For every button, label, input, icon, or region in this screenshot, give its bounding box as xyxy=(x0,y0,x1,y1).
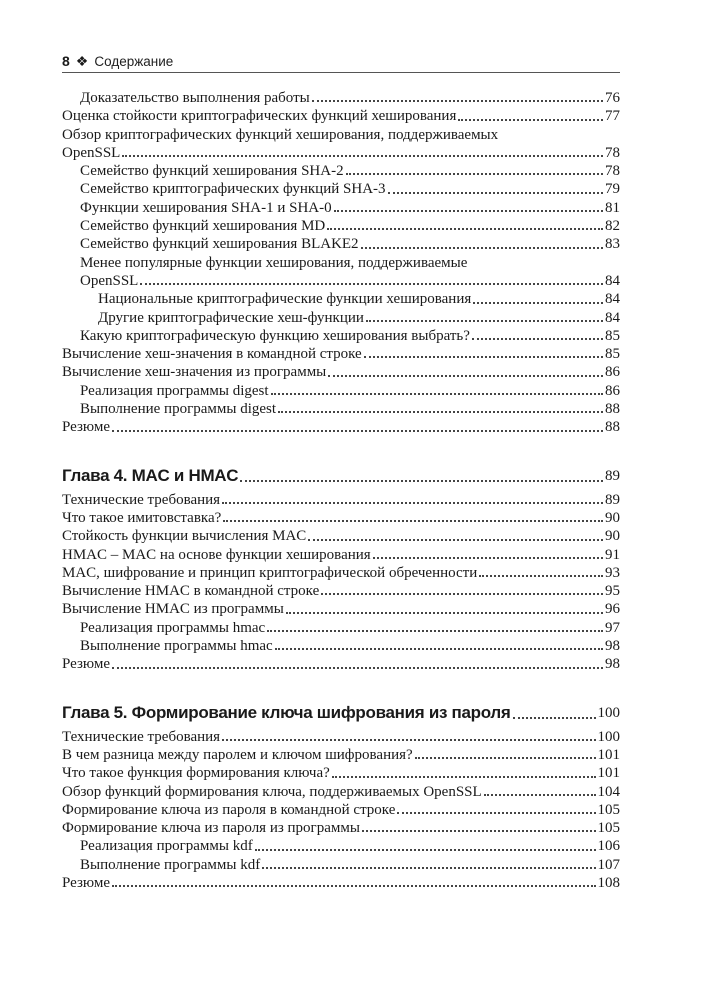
toc-entry-page: 98 xyxy=(605,656,620,673)
spacer xyxy=(62,437,620,465)
dot-leader xyxy=(321,593,603,595)
toc-entry-page: 106 xyxy=(597,838,620,855)
toc-body xyxy=(62,89,620,892)
chapter-heading[interactable] xyxy=(62,702,620,724)
toc-entry-page: 97 xyxy=(605,619,620,636)
dot-leader xyxy=(271,393,603,395)
toc-entry-page: 90 xyxy=(605,509,620,526)
toc-entry-page: 86 xyxy=(605,382,620,399)
toc-entry[interactable] xyxy=(62,199,620,217)
dot-leader xyxy=(332,776,596,778)
toc-entry[interactable] xyxy=(62,801,620,819)
toc-entry-title: Семейство криптографических функций SHA-3 xyxy=(80,181,386,198)
running-header xyxy=(62,50,620,73)
toc-entry-page: 89 xyxy=(605,491,620,508)
chapter-title: Глава 4. MAC и HMAC xyxy=(62,465,239,485)
toc-entry[interactable] xyxy=(62,655,620,673)
dot-leader xyxy=(328,375,603,377)
dot-leader xyxy=(472,338,603,340)
toc-entry-title: Стойкость функции вычисления MAC xyxy=(62,528,307,545)
toc-entry[interactable] xyxy=(62,382,620,400)
toc-entry-title: Выполнение программы hmac xyxy=(80,638,273,655)
toc-entry-page: 101 xyxy=(597,765,620,782)
toc-entry[interactable] xyxy=(62,546,620,564)
toc-entry-page: 98 xyxy=(605,638,620,655)
toc-entry-title-line: Обзор криптографических функций хеширования, поддерживаемых xyxy=(62,126,499,143)
dot-leader xyxy=(346,173,603,175)
toc-entry-page: 79 xyxy=(605,181,620,198)
toc-entry-title: Семейство функций хеширования BLAKE2 xyxy=(80,236,359,253)
page-number: 8 xyxy=(62,53,70,69)
dot-leader xyxy=(458,119,603,121)
toc-entry-title: Реализация программы hmac xyxy=(80,619,266,636)
dot-leader xyxy=(484,794,596,796)
dot-leader xyxy=(473,302,603,304)
toc-entry[interactable] xyxy=(62,764,620,782)
toc-entry[interactable] xyxy=(62,309,620,327)
dot-leader xyxy=(388,192,603,194)
toc-entry-title: Вычисление HMAC из программы xyxy=(62,601,284,618)
toc-section-chapter3-continued xyxy=(62,89,620,437)
toc-entry-title: Резюме xyxy=(62,874,111,891)
toc-entry[interactable] xyxy=(62,235,620,253)
dot-leader xyxy=(275,648,603,650)
toc-entry-title: Оценка стойкости криптографических функций хеширования xyxy=(62,108,457,125)
chapter-title: Глава 5. Формирование ключа шифрования из пароля xyxy=(62,702,511,722)
toc-entry-title: HMAC – MAC на основе функции хеширования xyxy=(62,546,371,563)
toc-entry-page: 86 xyxy=(605,364,620,381)
toc-entry[interactable] xyxy=(62,582,620,600)
toc-entry-page: 90 xyxy=(605,528,620,545)
dot-leader xyxy=(362,830,596,832)
toc-entry-page: 85 xyxy=(605,327,620,344)
dot-leader xyxy=(255,849,596,851)
dot-leader xyxy=(397,812,595,814)
dot-leader xyxy=(112,885,595,887)
toc-entry-page: 101 xyxy=(597,746,620,763)
dot-leader xyxy=(513,717,596,719)
toc-entry-title: Вычисление HMAC в командной строке xyxy=(62,583,320,600)
toc-entry-page: 95 xyxy=(605,583,620,600)
toc-entry-page: 77 xyxy=(605,108,620,125)
toc-entry[interactable] xyxy=(62,509,620,527)
toc-entry-title: Формирование ключа из пароля из программы xyxy=(62,820,360,837)
dot-leader xyxy=(479,575,603,577)
toc-entry-page: 83 xyxy=(605,236,620,253)
toc-entry-page: 96 xyxy=(605,601,620,618)
toc-chapter-5 xyxy=(62,702,620,893)
dot-leader xyxy=(222,739,595,741)
toc-entry[interactable] xyxy=(62,418,620,436)
toc-entry-page: 78 xyxy=(605,163,620,180)
toc-entry[interactable] xyxy=(62,874,620,892)
dot-leader xyxy=(327,228,603,230)
toc-entry-page: 82 xyxy=(605,218,620,235)
toc-entry[interactable] xyxy=(62,600,620,618)
toc-entry-page: 81 xyxy=(605,199,620,216)
toc-entry[interactable] xyxy=(62,327,620,345)
toc-entry-title: Резюме xyxy=(62,656,111,673)
toc-entry-title: В чем разница между паролем и ключом шифрования? xyxy=(62,746,413,763)
header-title: Содержание xyxy=(94,53,174,69)
toc-entry-title: Доказательство выполнения работы xyxy=(80,90,310,106)
dot-leader xyxy=(240,480,603,482)
dot-leader xyxy=(278,411,603,413)
dot-leader xyxy=(222,502,603,504)
toc-entry-title: Национальные криптографические функции хеширования xyxy=(98,291,472,308)
dot-leader xyxy=(366,320,603,322)
dot-leader xyxy=(361,247,603,249)
toc-entry[interactable] xyxy=(62,783,620,801)
toc-entry-page: 84 xyxy=(605,309,620,326)
dot-leader xyxy=(223,520,603,522)
dot-leader xyxy=(286,612,603,614)
dot-leader xyxy=(140,283,603,285)
dot-leader xyxy=(122,155,603,157)
toc-entry-title: Какую криптографическую функцию хеширования выбрать? xyxy=(80,327,470,344)
toc-entry-title: Что такое имитовставка? xyxy=(62,509,222,526)
toc-entry-title: OpenSSL xyxy=(80,272,139,289)
dot-leader xyxy=(373,557,603,559)
toc-entry-page: 104 xyxy=(597,783,620,800)
toc-entry[interactable] xyxy=(62,728,620,746)
toc-entry[interactable] xyxy=(62,619,620,637)
toc-entry[interactable] xyxy=(62,180,620,198)
toc-entry-page: 84 xyxy=(605,272,620,289)
toc-entry-page: 100 xyxy=(597,728,620,745)
toc-entry[interactable] xyxy=(62,527,620,545)
toc-entry-title: Функции хеширования SHA-1 и SHA-0 xyxy=(80,199,332,216)
toc-entry[interactable] xyxy=(62,345,620,363)
toc-entry-title: Реализация программы digest xyxy=(80,382,269,399)
dot-leader xyxy=(267,630,603,632)
dot-leader xyxy=(308,539,603,541)
toc-entry-title: Резюме xyxy=(62,419,111,436)
toc-entry-page: 88 xyxy=(605,419,620,436)
dot-leader xyxy=(262,867,595,869)
dot-leader xyxy=(364,356,603,358)
toc-entry-title: Вычисление хеш-значения из программы xyxy=(62,364,327,381)
toc-entry-title: Выполнение программы digest xyxy=(80,401,277,418)
dot-leader xyxy=(112,667,603,669)
spacer xyxy=(62,674,620,702)
toc-entry[interactable] xyxy=(62,272,620,290)
toc-entry[interactable] xyxy=(62,162,620,180)
toc-entry-title: Технические требования xyxy=(62,491,221,508)
toc-entry-title: Вычисление хеш-значения в командной строке xyxy=(62,346,362,363)
toc-entry[interactable] xyxy=(62,290,620,308)
toc-entry[interactable] xyxy=(62,217,620,235)
toc-entry-page: 88 xyxy=(605,401,620,418)
toc-entry[interactable] xyxy=(62,89,620,107)
dot-leader xyxy=(334,210,603,212)
toc-entry[interactable] xyxy=(62,856,620,874)
chapter-page: 89 xyxy=(605,467,620,484)
toc-entry-title: Формирование ключа из пароля в командной строке xyxy=(62,801,396,818)
chapter-heading[interactable] xyxy=(62,465,620,487)
toc-entry-page: 76 xyxy=(605,90,620,106)
toc-entry-title: Семейство функций хеширования MD xyxy=(80,218,326,235)
toc-entry[interactable] xyxy=(62,491,620,509)
toc-entry[interactable] xyxy=(62,144,620,162)
dot-leader xyxy=(312,100,603,102)
toc-entry-title: Обзор функций формирования ключа, поддерживаемых OpenSSL xyxy=(62,783,482,800)
toc-entry-title: OpenSSL xyxy=(62,144,121,161)
toc-entry-title: Выполнение программы kdf xyxy=(80,856,261,873)
toc-entry[interactable] xyxy=(62,637,620,655)
chapter-page: 100 xyxy=(597,704,620,721)
toc-entry[interactable] xyxy=(62,363,620,381)
toc-entry-title: MAC, шифрование и принцип криптографической обреченности xyxy=(62,564,478,581)
toc-entry-page: 93 xyxy=(605,564,620,581)
toc-chapter-4 xyxy=(62,465,620,674)
toc-entry-page: 105 xyxy=(597,820,620,837)
toc-entry[interactable] xyxy=(62,837,620,855)
dot-leader xyxy=(415,757,596,759)
toc-entry-title-line: Менее популярные функции хеширования, поддерживаемые xyxy=(80,254,468,271)
toc-entry-title: Что такое функция формирования ключа? xyxy=(62,765,330,782)
toc-entry[interactable] xyxy=(62,819,620,837)
toc-entry[interactable] xyxy=(62,400,620,418)
toc-entry-page: 107 xyxy=(597,856,620,873)
toc-entry-page: 78 xyxy=(605,144,620,161)
toc-entry[interactable] xyxy=(62,564,620,582)
toc-entry[interactable] xyxy=(62,746,620,764)
toc-entry-page: 85 xyxy=(605,346,620,363)
ornament-icon: ❖ xyxy=(75,52,89,69)
toc-entry-page: 108 xyxy=(597,874,620,891)
toc-entry-title: Технические требования xyxy=(62,728,221,745)
toc-entry-page: 91 xyxy=(605,546,620,563)
toc-entry[interactable] xyxy=(62,107,620,125)
toc-entry-title: Другие криптографические хеш-функции xyxy=(98,309,364,326)
toc-entry-page: 105 xyxy=(597,801,620,818)
toc-entry-title: Реализация программы kdf xyxy=(80,838,253,855)
dot-leader xyxy=(112,430,603,432)
toc-entry-title: Семейство функций хеширования SHA-2 xyxy=(80,163,344,180)
toc-entry-page: 84 xyxy=(605,291,620,308)
